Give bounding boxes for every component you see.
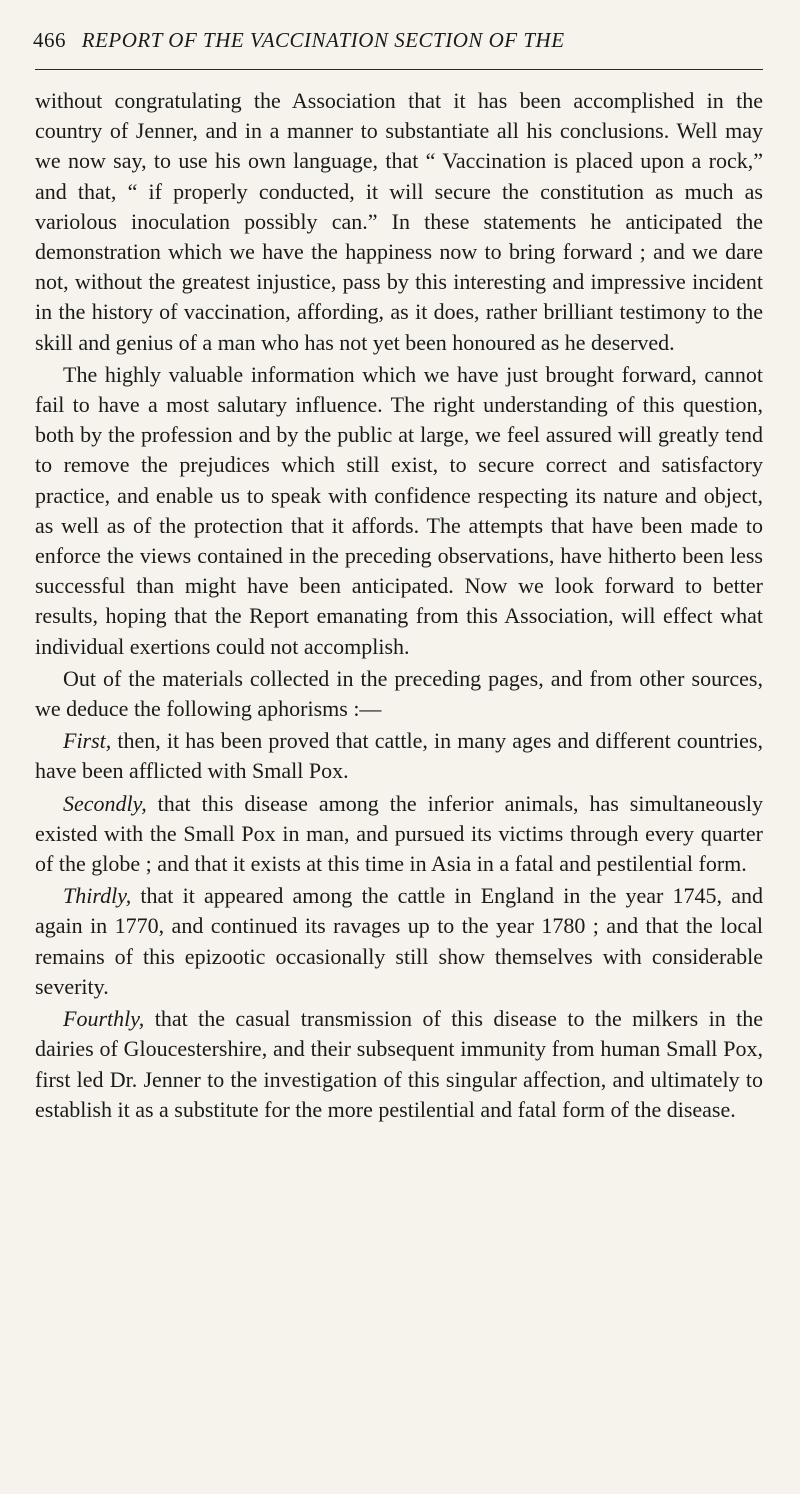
paragraph-text: without congratulating the Association that it has been accomplished in the country of Jenner, and in a manner to substantiate all his conclusions. Well may we now say, to use his own language, that “ Vaccination is placed upon a rock,” and that, “ if properly conducted, it will secure the constitution as much as variolous inoculation possibly can.” In these statements he anticipated the demonstration which we have the happiness now to bring forward ; and we dare not, without the greatest injustice, pass by this interesting and impressive incident in the history of vaccination, affording, as it does, rather brilliant testimony to the skill and genius of a man who has not yet been honoured as he deserved. bbox=[35, 88, 763, 355]
aphorism-fourth bbox=[35, 1004, 763, 1125]
body-text bbox=[35, 86, 763, 1125]
paragraph-text: The highly valuable information which we have just brought forward, cannot fail to have a most salutary influence. The right understanding of this question, both by the profession and by the public at large, we feel assured will greatly tend to remove the prejudices which still exist, to secure correct and satisfactory practice, and enable us to speak with confidence respecting its nature and object, as well as of the protection that it affords. The attempts that have been made to enforce the views contained in the preceding observations, have hitherto been less successful than might have been anticipated. Now we look forward to better results, hoping that the Report emanating from this Association, will effect what individual exertions could not accomplish. bbox=[35, 361, 763, 659]
aphorism-text: that this disease among the inferior animals, has simultaneously existed with the Small Pox in man, and pursued its victims through every quarter of the globe ; and that it exists at this time in Asia in a fatal and pestilential form. bbox=[35, 790, 763, 877]
aphorism-lead: Fourthly, bbox=[63, 1006, 145, 1032]
paragraph-continuation bbox=[35, 86, 763, 358]
aphorism-text: that the casual transmission of this disease to the milkers in the dairies of Gloucestershire, and their subsequent immunity from human Small Pox, first led Dr. Jenner to the investigation of this singular affection, and ultimately to establish it as a substitute for the more pestilential and fatal form of the disease. bbox=[35, 1006, 763, 1122]
running-head: REPORT OF THE VACCINATION SECTION OF THE bbox=[81, 28, 565, 52]
paragraph-aphorisms-intro bbox=[35, 664, 763, 724]
aphorism-lead: Thirdly, bbox=[63, 883, 132, 909]
aphorism-text: that it appeared among the cattle in England in the year 1745, and again in 1770, and continued its ravages up to the year 1780 ; and that the local remains of this epizootic occasionally still show themselves with considerable severity. bbox=[35, 883, 763, 999]
aphorism-third bbox=[35, 881, 763, 1002]
header-rule bbox=[35, 69, 763, 70]
aphorism-text: then, it has been proved that cattle, in many ages and different countries, have been afflicted with Small Pox. bbox=[35, 728, 763, 784]
paragraph-text: Out of the materials collected in the preceding pages, and from other sources, we deduce the following aphorisms :— bbox=[35, 665, 763, 722]
aphorism-first bbox=[35, 726, 763, 786]
aphorism-second bbox=[35, 789, 763, 880]
aphorism-lead: First, bbox=[63, 728, 112, 754]
page-number: 466 bbox=[33, 28, 66, 52]
paragraph-information bbox=[35, 360, 763, 662]
aphorism-lead: Secondly, bbox=[63, 790, 147, 816]
page-header bbox=[33, 28, 763, 68]
